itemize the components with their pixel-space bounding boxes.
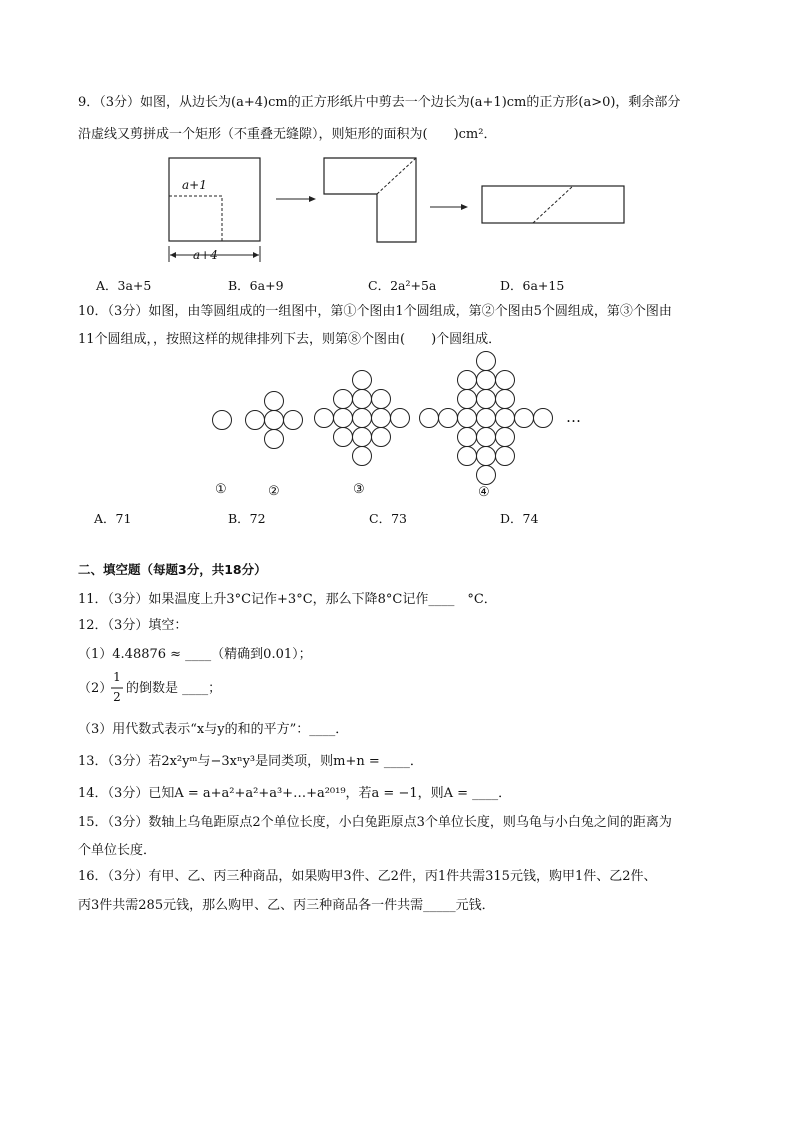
q10-fig-label-1: ① xyxy=(215,482,227,497)
q9-option-d: D．6a+15 xyxy=(500,278,565,293)
q12-title: 12．（3分）填空： xyxy=(78,618,188,633)
q12-part2-suffix: 的倒数是 ____； xyxy=(126,681,222,696)
q9-line2: 沿虚线又剪拼成一个矩形（不重叠无缝隙），则矩形的面积为( )cm²． xyxy=(78,127,497,142)
q12-part1: （1）4.48876 ≈ ____（精确到0.01）； xyxy=(78,647,312,662)
q10-fig-label-2: ② xyxy=(268,484,280,499)
q10-option-d: D．74 xyxy=(500,511,539,526)
q13-text: 13．（3分）若2x²yᵐ与−3xⁿy³是同类项，则m+n = ____． xyxy=(78,754,423,769)
q10-option-b: B．72 xyxy=(228,511,266,526)
q10-option-a: A．71 xyxy=(94,511,132,526)
q16-line2: 丙3件共需285元钱，那么购甲、乙、丙三种商品各一件共需_____元钱． xyxy=(78,898,495,913)
q10-ellipsis: … xyxy=(566,408,581,426)
q10-option-c: C．73 xyxy=(369,511,407,526)
q9-option-c: C．2a²+5a xyxy=(368,278,437,293)
q12-part3: （3）用代数式表示“x与y的和的平方”：____． xyxy=(78,722,349,737)
q10-line2: 11个圆组成，，按照这样的规律排列下去，则第⑧个图由( )个圆组成． xyxy=(78,332,502,347)
q9-line1: 9．（3分）如图，从边长为(a+4)cm的正方形纸片中剪去一个边长为(a+1)cm的正方形(a>0)，剩余部分 xyxy=(78,95,681,110)
q12-part2-prefix: （2） xyxy=(78,681,113,696)
q12-fraction-numerator: 1 xyxy=(113,670,121,684)
q9-option-b: B．6a+9 xyxy=(228,278,284,293)
q10-fig-label-3: ③ xyxy=(353,482,365,497)
q10-line1: 10．（3分）如图，由等圆组成的一组图中，第①个图由1个圆组成，第②个图由5个圆组成，第③个图由 xyxy=(78,304,672,319)
q9-fig-label-inner: a+1 xyxy=(182,178,207,192)
q16-line1: 16．（3分）有甲、乙、丙三种商品，如果购甲3件、乙2件，丙1件共需315元钱，购甲1件、乙2件、 xyxy=(78,869,657,884)
q14-text: 14．（3分）已知A = a+a²+a²+a³+…+a²⁰¹⁹，若a = −1，则A = ____． xyxy=(78,786,512,801)
q10-fig-label-4: ④ xyxy=(478,485,490,500)
section2-title: 二、填空题（每题3分，共18分） xyxy=(78,562,267,577)
q12-fraction-denominator: 2 xyxy=(113,690,121,704)
q11-text: 11．（3分）如果温度上升3°C记作+3°C，那么下降8°C记作____ °C． xyxy=(78,592,497,607)
q9-option-a: A．3a+5 xyxy=(96,278,152,293)
q15-line1: 15．（3分）数轴上乌龟距原点2个单位长度，小白兔距原点3个单位长度，则乌龟与小白兔之间的距离为 xyxy=(78,815,672,830)
q9-fig-label-bottom: a+4 xyxy=(193,248,218,262)
q15-line2: 个单位长度． xyxy=(78,843,157,858)
